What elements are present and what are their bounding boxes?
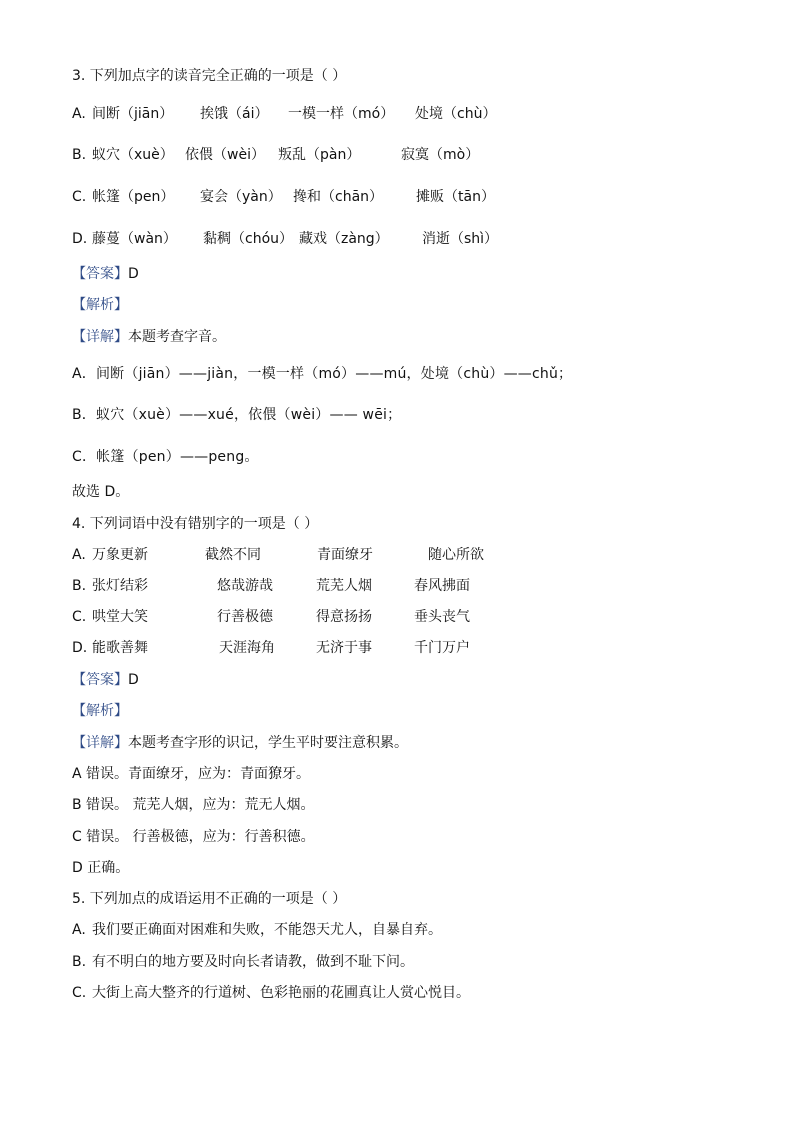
option-item: 悠哉游哉 <box>217 578 273 594</box>
option-item: 得意扬扬 <box>316 609 372 625</box>
option-item: 蚁穴（xuè） <box>92 147 174 163</box>
detail-text: 本题考查字形的识记，学生平时要注意积累。 <box>128 735 408 751</box>
option-item: 间断（jiān） <box>92 106 174 122</box>
option-letter: D. <box>72 640 88 656</box>
answer-tag: 【答案】 <box>72 266 128 282</box>
question-5-stem: 5. 下列加点的成语运用不正确的一项是（ ） <box>72 891 347 907</box>
question-4-explain-a: A 错误。青面缭牙，应为：青面獠牙。 <box>72 766 311 782</box>
option-letter: B. <box>72 578 87 594</box>
option-item: 处境（chù） <box>415 106 497 122</box>
question-3-explain-c: C．帐篷（pen）——peng。 <box>72 449 259 465</box>
option-item: 春风拂面 <box>414 578 470 594</box>
option-item: 宴会（yàn） <box>200 189 282 205</box>
question-3-stem: 3. 下列加点字的读音完全正确的一项是（ ） <box>72 68 347 84</box>
option-item: 万象更新 <box>92 547 148 563</box>
option-item: 天涯海角 <box>219 640 275 656</box>
question-3-analysis-tag: 【解析】 <box>72 297 128 313</box>
answer-value: D <box>128 672 139 688</box>
answer-value: D <box>128 266 139 282</box>
option-letter: A. <box>72 922 86 938</box>
question-4-answer <box>72 670 139 690</box>
question-4-stem: 4. 下列词语中没有错别字的一项是（ ） <box>72 516 319 532</box>
option-text: 大街上高大整齐的行道树、色彩艳丽的花圃真让人赏心悦目。 <box>92 985 470 1001</box>
question-3-explain-b: B．蚁穴（xuè）——xué，依偎（wèi）—— wēi； <box>72 407 402 423</box>
option-item: 无济于事 <box>316 640 372 656</box>
option-item: 帐篷（pen） <box>92 189 175 205</box>
option-item: 垂头丧气 <box>414 609 470 625</box>
option-letter: D. <box>72 231 88 247</box>
detail-tag: 【详解】 <box>72 735 128 751</box>
option-letter: B. <box>72 147 87 163</box>
question-4-explain-d: D 正确。 <box>72 860 130 876</box>
detail-tag: 【详解】 <box>72 329 128 345</box>
detail-text: 本题考查字音。 <box>128 329 226 345</box>
option-letter: A. <box>72 106 86 122</box>
answer-tag: 【答案】 <box>72 672 128 688</box>
question-3-answer <box>72 264 139 284</box>
option-item: 千门万户 <box>414 640 470 656</box>
option-item: 藏戏（zàng） <box>299 231 389 247</box>
option-item: 依偎（wèi） <box>185 147 265 163</box>
option-text: 有不明白的地方要及时向长者请教，做到不耻下问。 <box>92 954 414 970</box>
question-3-explain-a: A．间断（jiān）——jiàn，一模一样（mó）——mú，处境（chù）——chǔ； <box>72 366 573 382</box>
question-3-detail <box>72 327 226 347</box>
option-text: 我们要正确面对困难和失败，不能怨天尤人，自暴自弃。 <box>92 922 442 938</box>
option-item: 荒芜人烟 <box>316 578 372 594</box>
option-letter: B. <box>72 954 87 970</box>
question-4-analysis-tag: 【解析】 <box>72 703 128 719</box>
option-item: 能歌善舞 <box>92 640 148 656</box>
option-letter: C. <box>72 189 87 205</box>
option-item: 黏稠（chóu） <box>203 231 294 247</box>
option-item: 搀和（chān） <box>293 189 384 205</box>
option-item: 随心所欲 <box>428 547 484 563</box>
option-item: 哄堂大笑 <box>92 609 148 625</box>
question-3-conclusion: 故选 D。 <box>72 484 130 500</box>
question-4-detail <box>72 733 408 753</box>
option-letter: C. <box>72 609 87 625</box>
option-item: 摊贩（tān） <box>416 189 495 205</box>
question-4-explain-c: C 错误。 行善极德，应为：行善积德。 <box>72 829 315 845</box>
option-item: 叛乱（pàn） <box>278 147 361 163</box>
option-letter: C. <box>72 985 87 1001</box>
option-item: 张灯结彩 <box>92 578 148 594</box>
option-item: 一模一样（mó） <box>288 106 395 122</box>
option-letter: A. <box>72 547 86 563</box>
option-item: 消逝（shì） <box>422 231 499 247</box>
option-item: 青面缭牙 <box>317 547 373 563</box>
option-item: 寂寞（mò） <box>401 147 480 163</box>
option-item: 藤蔓（wàn） <box>92 231 177 247</box>
question-4-explain-b: B 错误。 荒芜人烟，应为：荒无人烟。 <box>72 797 315 813</box>
option-item: 截然不同 <box>205 547 261 563</box>
option-item: 行善极德 <box>217 609 273 625</box>
option-item: 挨饿（ái） <box>200 106 269 122</box>
